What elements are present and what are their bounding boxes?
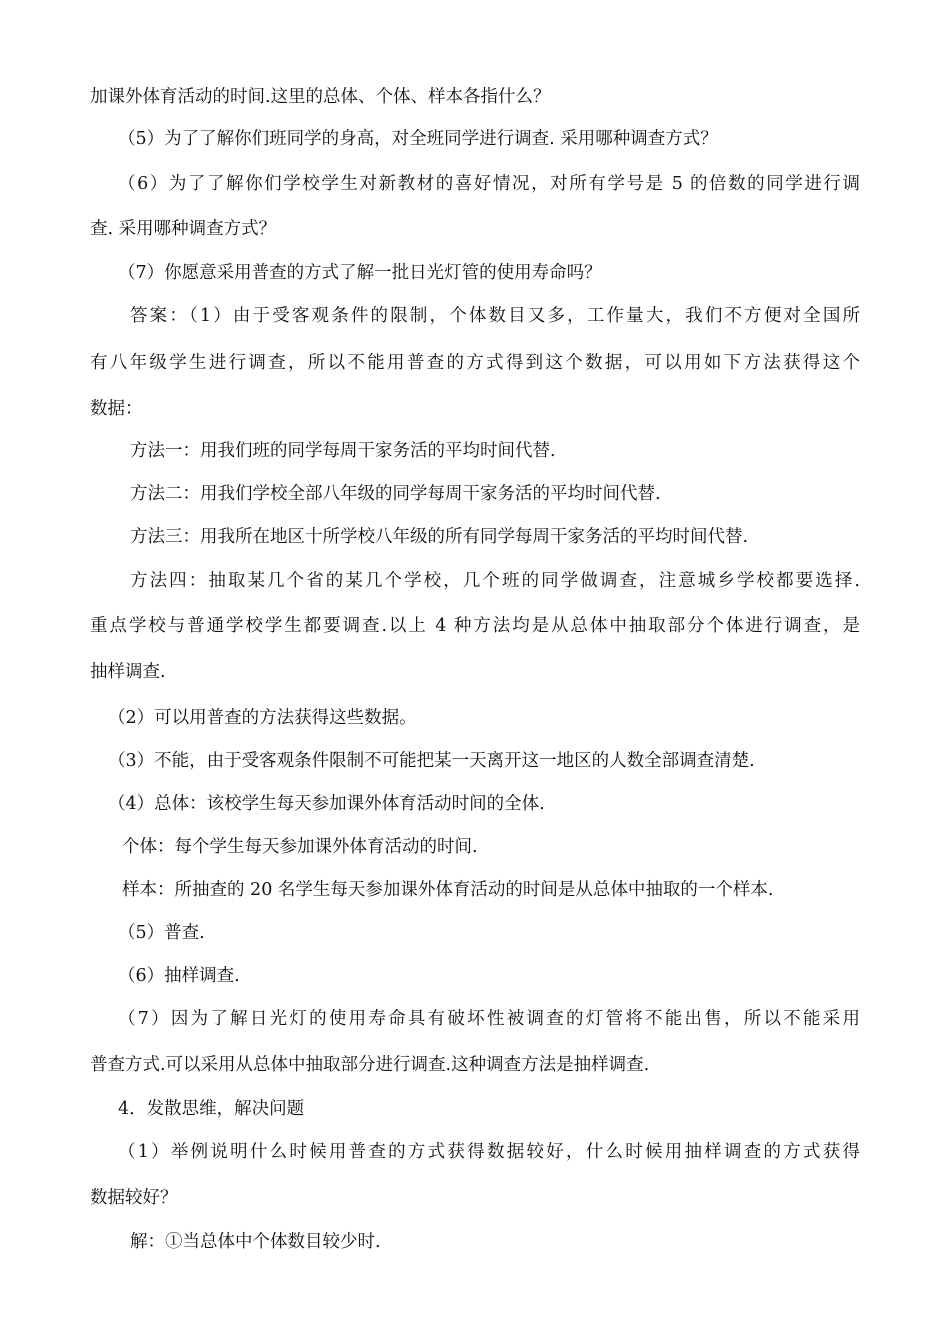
line-answer-3: （3）不能，由于受客观条件限制不可能把某一天离开这一地区的人数全部调查清楚. bbox=[108, 751, 755, 771]
line-answer-4-individual: 个体：每个学生每天参加课外体育活动的时间. bbox=[122, 837, 478, 857]
line-answer-4: （4）总体：该校学生每天参加课外体育活动时间的全体. bbox=[108, 794, 545, 814]
line-section-4-question-1-cont: 数据较好？ bbox=[90, 1188, 178, 1208]
line-answer-7-cont: 普查方式.可以采用从总体中抽取部分进行调查.这种调查方法是抽样调查. bbox=[90, 1055, 650, 1075]
line-method-3: 方法三：用我所在地区十所学校八年级的所有同学每周干家务活的平均时间代替. bbox=[130, 527, 749, 547]
line-answer-7: （7）因为了解日光灯的使用寿命具有破坏性被调查的灯管将不能出售，所以不能采用 bbox=[118, 1009, 860, 1029]
line-method-1: 方法一：用我们班的同学每周干家务活的平均时间代替. bbox=[130, 441, 556, 461]
line-solution: 解：①当总体中个体数目较少时. bbox=[130, 1232, 381, 1252]
line-question-6-cont: 查. 采用哪种调查方式？ bbox=[90, 219, 277, 239]
section-heading-4: 4．发散思维，解决问题 bbox=[118, 1099, 305, 1119]
line-answer-4-sample: 样本：所抽查的 20 名学生每天参加课外体育活动的时间是从总体中抽取的一个样本. bbox=[122, 880, 774, 900]
line-answer-1-cont: 有八年级学生进行调查，所以不能用普查的方式得到这个数据，可以用如下方法获得这个 bbox=[90, 353, 860, 373]
line-answer-6: （6）抽样调查. bbox=[118, 966, 240, 986]
line-section-4-question-1: （1）举例说明什么时候用普查的方式获得数据较好，什么时候用抽样调查的方式获得 bbox=[118, 1142, 860, 1162]
line-continued-question: 加课外体育活动的时间.这里的总体、个体、样本各指什么？ bbox=[90, 87, 551, 107]
line-answer-1: 答案：（1）由于受客观条件的限制，个体数目又多，工作量大，我们不方便对全国所 bbox=[130, 306, 860, 326]
line-answer-2: （2）可以用普查的方法获得这些数据。 bbox=[108, 708, 417, 728]
line-method-4-cont2: 抽样调查. bbox=[90, 662, 166, 682]
line-method-2: 方法二：用我们学校全部八年级的同学每周干家务活的平均时间代替. bbox=[130, 484, 661, 504]
line-method-4-cont: 重点学校与普通学校学生都要调查.以上 4 种方法均是从总体中抽取部分个体进行调查，是 bbox=[90, 616, 860, 636]
line-method-4: 方法四：抽取某几个省的某几个学校，几个班的同学做调查，注意城乡学校都要选择. bbox=[130, 571, 860, 591]
line-answer-1-cont2: 数据： bbox=[90, 399, 143, 419]
line-question-6: （6）为了了解你们学校学生对新教材的喜好情况，对所有学号是 5 的倍数的同学进行调 bbox=[118, 174, 860, 194]
line-question-5: （5）为了了解你们班同学的身高，对全班同学进行调查. 采用哪种调查方式？ bbox=[118, 129, 718, 149]
line-question-7: （7）你愿意采用普查的方式了解一批日光灯管的使用寿命吗？ bbox=[118, 263, 602, 283]
line-answer-5: （5）普查. bbox=[118, 923, 205, 943]
